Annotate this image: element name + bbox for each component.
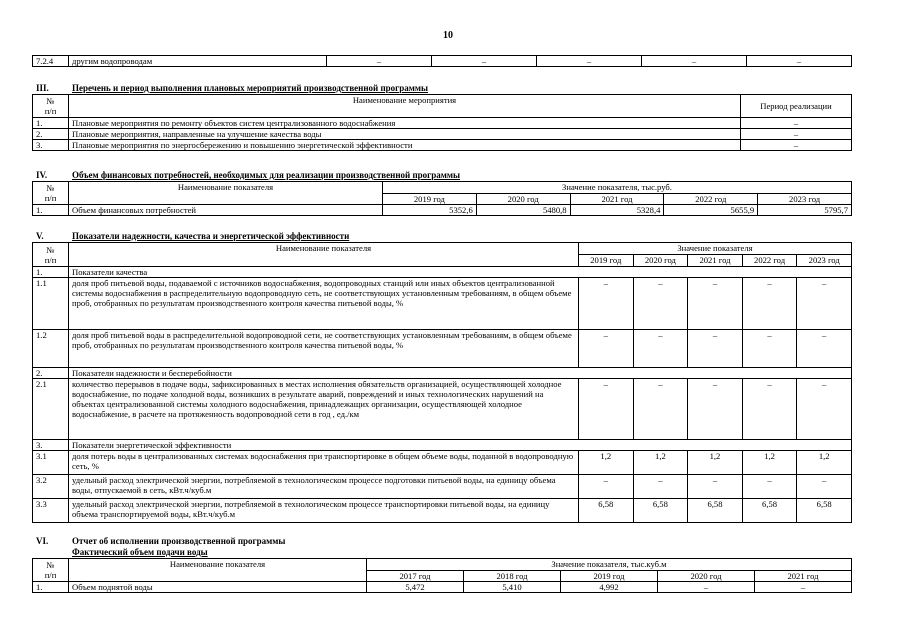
value-cell: – [432,56,537,67]
row-period: – [741,129,852,140]
year-header: 2017 год [367,571,464,582]
row-num: 3. [33,440,69,451]
row-num: 7.2.4 [33,56,69,67]
value-cell: – [579,278,634,330]
section-number: IV. [36,170,48,180]
row-num: 1. [33,582,69,593]
value-cell: 1,2 [742,451,797,475]
value-cell: – [633,330,688,368]
value-cell: 5,410 [464,582,561,593]
row-num: 3.3 [33,499,69,523]
value-cell: – [688,278,743,330]
value-cell: 4,992 [561,582,658,593]
value-cell: 6,58 [688,499,743,523]
header-name: Наименование показателя [69,243,579,267]
section-number: V. [36,231,44,241]
row-name: Плановые мероприятия, направленные на улучшение качества воды [69,129,741,140]
value-cell: 1,2 [688,451,743,475]
value-cell: – [742,278,797,330]
value-cell: – [537,56,642,67]
value-cell: – [742,379,797,440]
value-cell: – [742,475,797,499]
year-header: 2020 год [633,255,688,267]
group-header: Показатели надежности и бесперебойности [69,368,852,379]
row-num: 3.2 [33,475,69,499]
header-num: № п/п [33,243,69,267]
header-num: № п/п [33,182,69,205]
header-name: Наименование показателя [69,559,367,582]
value-cell: 1,2 [633,451,688,475]
value-cell: 6,58 [742,499,797,523]
value-cell: – [747,56,852,67]
value-cell: 6,58 [579,499,634,523]
value-cell: – [633,379,688,440]
section-number: III. [36,83,49,93]
year-header: 2022 год [664,194,758,205]
value-cell: – [642,56,747,67]
value-cell: 1,2 [797,451,852,475]
header-num: № п/п [33,559,69,582]
row-name: доля проб питьевой воды в распределительной водопроводной сети, не соответствующих установленным требованиям, в общем объеме проб, отобранных по результатам производственного контроля качества питьевой воды, % [69,330,579,368]
row-num: 2. [33,368,69,379]
row-num: 2.1 [33,379,69,440]
year-header: 2023 год [797,255,852,267]
row-period: – [741,140,852,151]
year-header: 2019 год [579,255,634,267]
year-header: 2022 год [742,255,797,267]
value-cell: 6,58 [633,499,688,523]
row-num: 3. [33,140,69,151]
year-header: 2021 год [570,194,664,205]
row-name: Объем финансовых потребностей [69,205,383,216]
value-cell: 1,2 [579,451,634,475]
top-row-table [32,55,852,67]
row-name: доля проб питьевой воды, подаваемой с источников водоснабжения, водопроводных станций или иных объектов централизованной системы водоснабжения в распределительную водопроводную сеть, не соответствующих установленным требованиям, в общем объеме проб, отобранных по результатам производственного контроля качества питьевой воды, % [69,278,579,330]
row-name: доля потерь воды в централизованных системах водоснабжения при транспортировке в общем объеме воды, поданной в водопроводную сеть, % [69,451,579,475]
value-cell: – [579,330,634,368]
value-cell: – [688,379,743,440]
group-header: Показатели качества [69,267,852,278]
section-title: Показатели надежности, качества и энергетической эффективности [72,231,350,241]
value-cell: – [797,475,852,499]
value-cell: – [742,330,797,368]
year-header: 2020 год [476,194,570,205]
row-name: Объем поднятой воды [69,582,367,593]
header-period: Период реализации [741,95,852,118]
row-num: 3.1 [33,451,69,475]
year-header: 2021 год [755,571,852,582]
section-subtitle: Фактический объем подачи воды [72,547,208,557]
header-name: Наименование показателя [69,182,383,205]
section-number: VI. [36,536,49,546]
header-value: Значение показателя [579,243,852,255]
row-num: 1.1 [33,278,69,330]
value-cell: 5352,6 [383,205,477,216]
value-cell: – [633,475,688,499]
row-period: – [741,118,852,129]
value-cell: – [688,475,743,499]
value-cell: – [755,582,852,593]
page-number: 10 [443,30,453,41]
section-title: Перечень и период выполнения плановых мероприятий производственной программы [72,83,429,93]
group-header: Показатели энергетической эффективности [69,440,852,451]
finance-table [32,181,852,216]
header-num: № п/п [33,95,69,118]
row-name: Плановые мероприятия по ремонту объектов систем централизованного водоснабжения [69,118,741,129]
indicators-table [32,242,852,523]
row-name: удельный расход электрической энергии, потребляемой в технологическом процессе подготовки питьевой воды, на единицу объема воды, отпускаемой в сеть, кВт.ч/куб.м [69,475,579,499]
header-name: Наименование мероприятия [69,95,741,118]
value-cell: 5,472 [367,582,464,593]
value-cell: – [797,330,852,368]
row-num: 1.2 [33,330,69,368]
section-title: Объем финансовых потребностей, необходимых для реализации производственной программы [72,170,461,180]
activities-table [32,94,852,151]
value-cell: – [579,379,634,440]
value-cell: 5795,7 [758,205,852,216]
value-cell: – [327,56,432,67]
row-name: количество перерывов в подаче воды, зафиксированных в местах исполнения обязательств организацией, осуществляющей холодное водоснабжение, по подаче холодной воды, возникших в результате аварий, повреждений и иных технологических нарушений на объектах централизованной системы холодного водоснабжения, принадлежащих организации, осуществляющей холодное водоснабжение, в расчете на протяженность водопроводной сети в год , ед./км [69,379,579,440]
header-value: Значение показателя, тыс.куб.м [367,559,852,571]
year-header: 2018 год [464,571,561,582]
value-cell: 6,58 [797,499,852,523]
section-title: Отчет об исполнении производственной программы [72,536,286,546]
row-name: Плановые мероприятия по энергосбережению и повышению энергетической эффективности [69,140,741,151]
row-num: 2. [33,129,69,140]
year-header: 2019 год [561,571,658,582]
value-cell: – [797,278,852,330]
row-num: 1. [33,205,69,216]
value-cell: – [658,582,755,593]
value-cell: 5655,9 [664,205,758,216]
year-header: 2019 год [383,194,477,205]
value-cell: – [633,278,688,330]
value-cell: 5480,8 [476,205,570,216]
value-cell: 5328,4 [570,205,664,216]
row-num: 1. [33,118,69,129]
report-table [32,558,852,593]
year-header: 2021 год [688,255,743,267]
value-cell: – [579,475,634,499]
row-name: удельный расход электрической энергии, потребляемой в технологическом процессе транспортировки питьевой воды, на единицу объема транспортируемой воды, кВт.ч/куб.м [69,499,579,523]
year-header: 2020 год [658,571,755,582]
row-name: другим водопроводам [69,56,327,67]
year-header: 2023 год [758,194,852,205]
row-num: 1. [33,267,69,278]
header-value: Значение показателя, тыс.руб. [383,182,852,194]
value-cell: – [688,330,743,368]
value-cell: – [797,379,852,440]
